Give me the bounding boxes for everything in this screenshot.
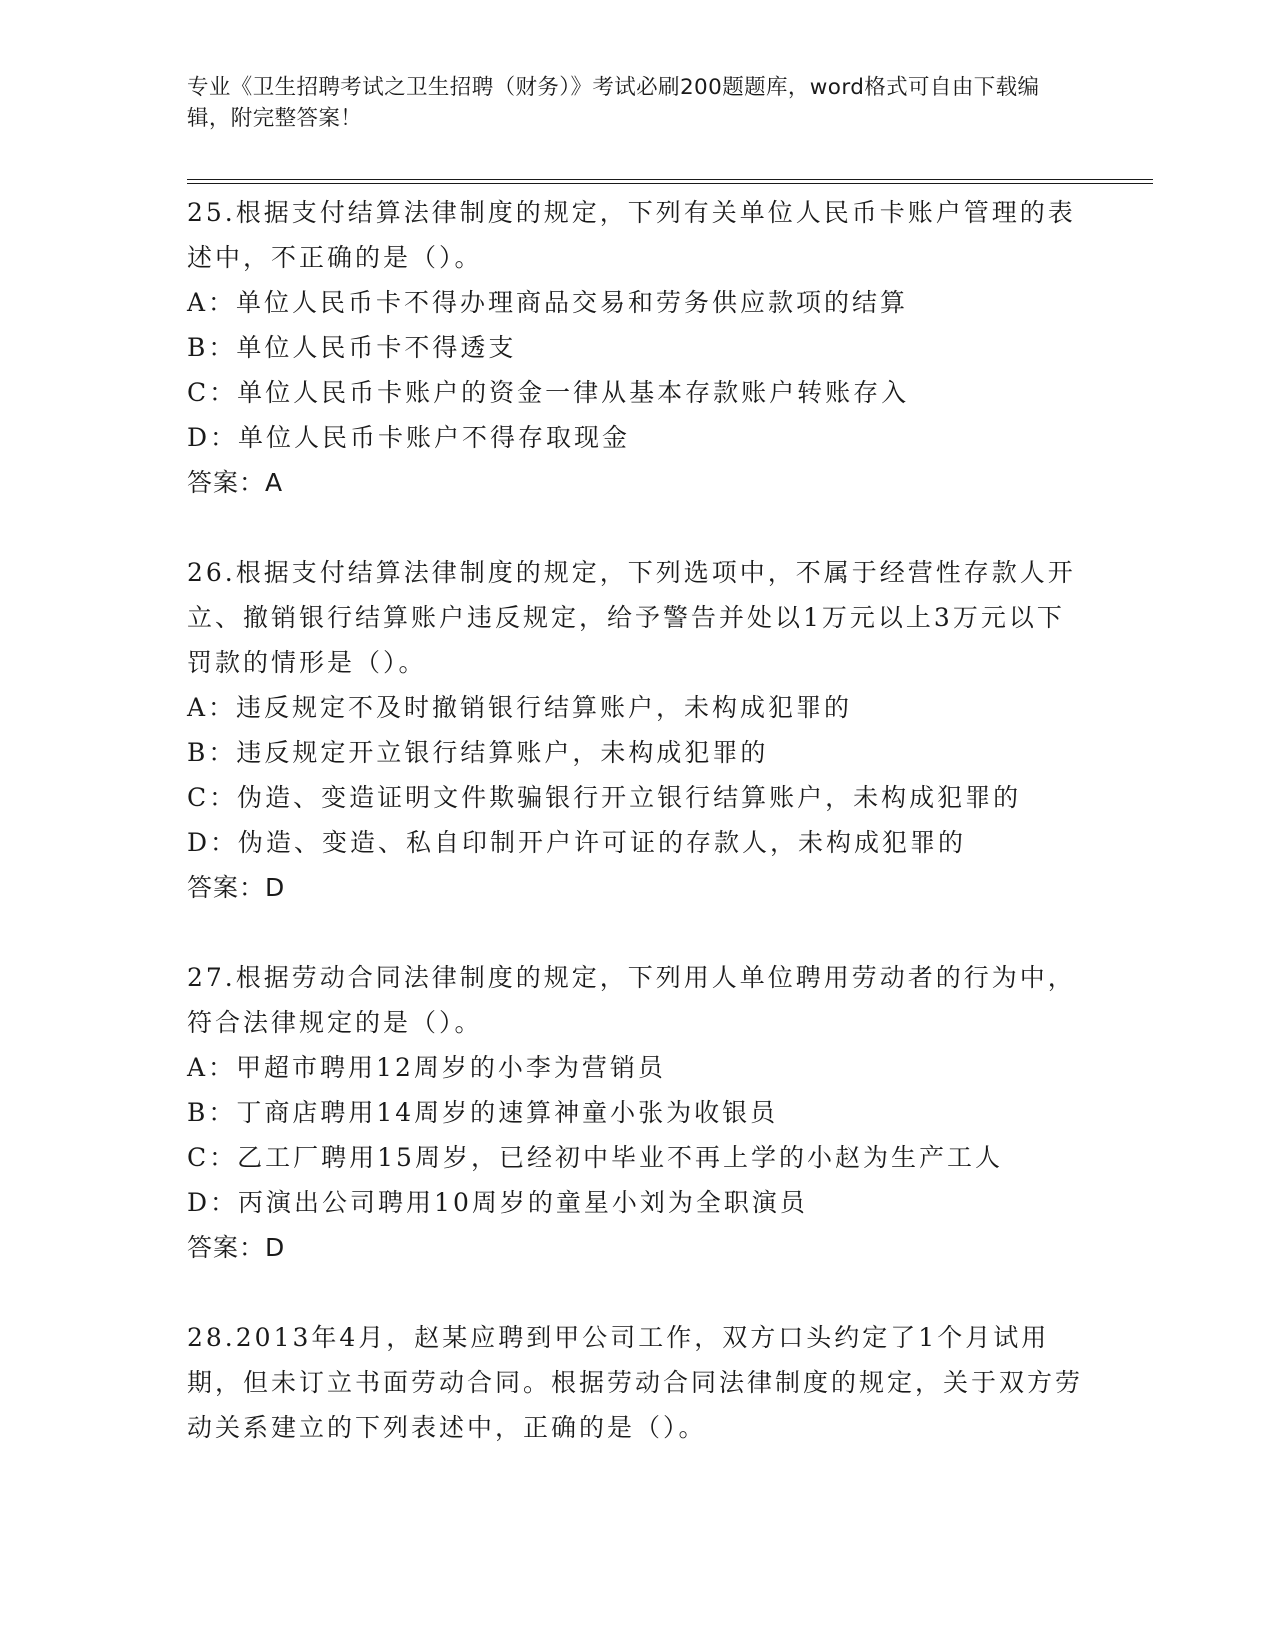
- option-d: D：丙演出公司聘用10周岁的童星小刘为全职演员: [187, 1188, 808, 1217]
- header-divider-top: [187, 179, 1153, 180]
- option-a: A：单位人民币卡不得办理商品交易和劳务供应款项的结算: [187, 288, 909, 317]
- question-stem: 26.根据支付结算法律制度的规定，下列选项中，不属于经营性存款人开立、撤销银行结算账户违反规定，给予警告并处以1万元以上3万元以下罚款的情形是（）。: [187, 558, 1076, 677]
- question-stem: 25.根据支付结算法律制度的规定，下列有关单位人民币卡账户管理的表述中，不正确的是（）。: [187, 198, 1076, 272]
- question-26: [187, 550, 1087, 910]
- option-c: C：乙工厂聘用15周岁，已经初中毕业不再上学的小赵为生产工人: [187, 1143, 1003, 1172]
- question-stem: 28.2013年4月，赵某应聘到甲公司工作，双方口头约定了1个月试用期，但未订立书面劳动合同。根据劳动合同法律制度的规定，关于双方劳动关系建立的下列表述中，正确的是（）。: [187, 1323, 1084, 1442]
- question-stem: 27.根据劳动合同法律制度的规定，下列用人单位聘用劳动者的行为中，符合法律规定的是（）。: [187, 963, 1076, 1037]
- option-c: C：伪造、变造证明文件欺骗银行开立银行结算账户，未构成犯罪的: [187, 783, 1022, 812]
- option-d: D：伪造、变造、私自印制开户许可证的存款人，未构成犯罪的: [187, 828, 967, 857]
- answer-line: 答案：A: [187, 468, 284, 497]
- option-a: A：甲超市聘用12周岁的小李为营销员: [187, 1053, 666, 1082]
- option-a: A：违反规定不及时撤销银行结算账户，未构成犯罪的: [187, 693, 853, 722]
- question-28: [187, 1315, 1087, 1450]
- header-divider-bottom: [187, 183, 1153, 184]
- option-b: B：单位人民币卡不得透支: [187, 333, 517, 362]
- option-b: B：丁商店聘用14周岁的速算神童小张为收银员: [187, 1098, 779, 1127]
- option-d: D：单位人民币卡账户不得存取现金: [187, 423, 631, 452]
- question-25: [187, 190, 1087, 505]
- answer-line: 答案：D: [187, 1233, 286, 1262]
- question-list: [187, 190, 1087, 1450]
- question-27: [187, 955, 1087, 1270]
- option-b: B：违反规定开立银行结算账户，未构成犯罪的: [187, 738, 769, 767]
- answer-line: 答案：D: [187, 873, 286, 902]
- document-header: [187, 72, 1067, 134]
- header-text: 专业《卫生招聘考试之卫生招聘（财务）》考试必刷200题题库，word格式可自由下载编辑，附完整答案！: [187, 75, 1040, 131]
- option-c: C：单位人民币卡账户的资金一律从基本存款账户转账存入: [187, 378, 910, 407]
